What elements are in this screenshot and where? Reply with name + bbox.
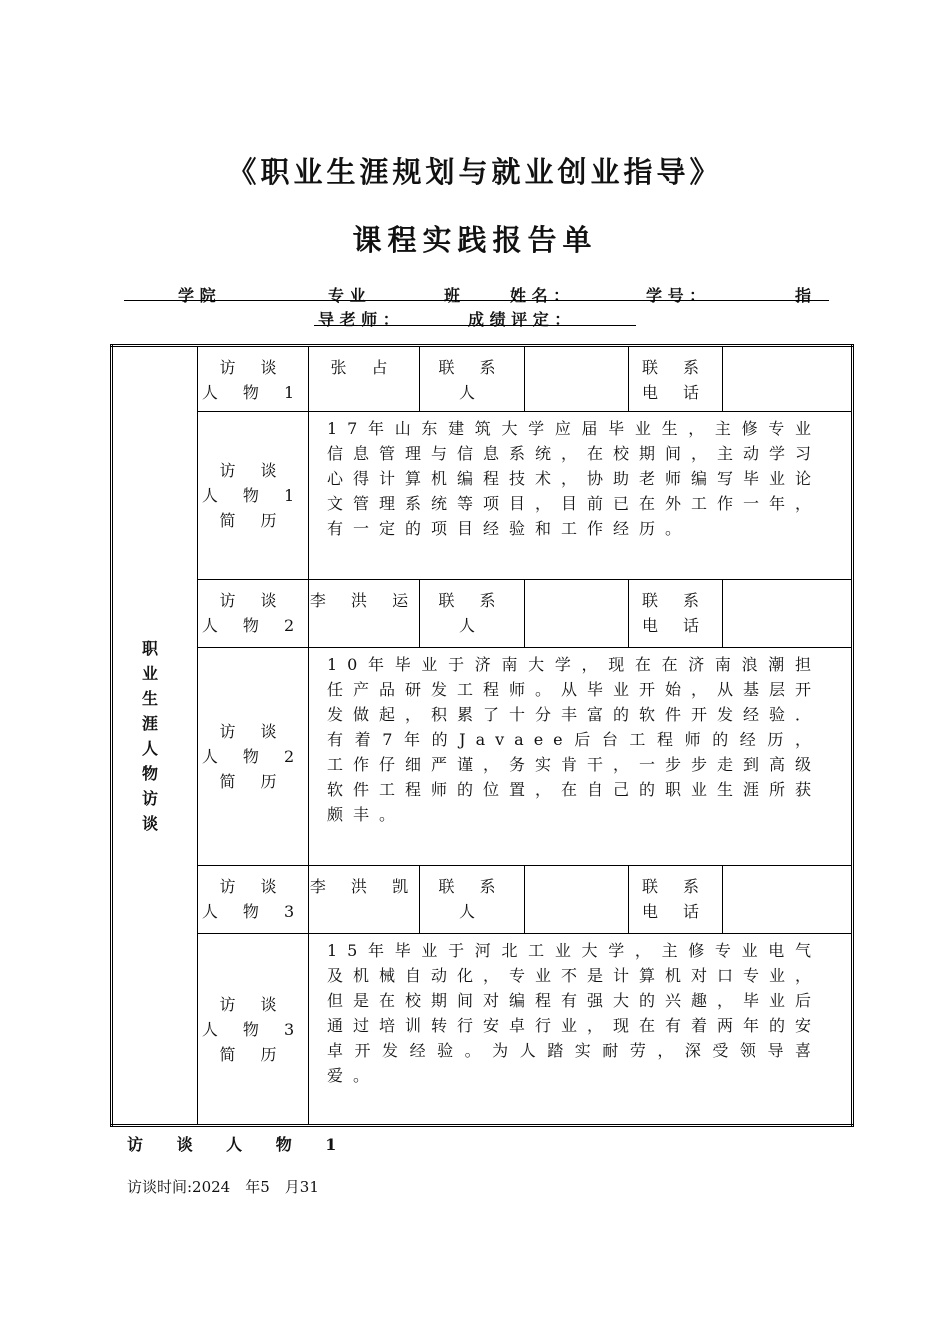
header-advisor-part1: 指 <box>795 286 812 305</box>
interviewee-2-name: 李 洪 运 <box>309 580 420 648</box>
header-grade: 成 绩 评 定 ： <box>468 310 571 329</box>
document-subtitle: 课程实践报告单 <box>352 223 598 257</box>
header-underline-1 <box>124 300 829 301</box>
side-label: 职 业 生 涯 人 物 访 谈 <box>112 346 198 1126</box>
interviewee-2-phone-label: 联 系 电 话 <box>629 580 723 648</box>
interviewee-2-bio: 10年毕业于济南大学，现在在济南浪潮担任产品研发工程师。从毕业开始，从基层开发做起，积累了十分丰富的软件开发经验．有着7年的Javaee后台工程师的经历，工作仔细严谨，务实肯干，一步步走到高级软件工程师的位置，在自己的职业生涯所获颇丰。 <box>309 648 853 866</box>
interviewee-1-contact-value <box>525 346 629 412</box>
header-major: 专 业 <box>328 286 366 305</box>
interviewee-1-bio: 17年山东建筑大学应届毕业生，主修专业信息管理与信息系统，在校期间，主动学习心得计算机编程技术，协助老师编写毕业论文管理系统等项目，目前已在外工作一年，有一定的项目经验和工作经历。 <box>309 412 853 580</box>
interviewee-1-bio-label: 访 谈 人 物 1 简 历 <box>198 412 309 580</box>
header-student-id: 学 号 ： <box>646 286 706 305</box>
interviewee-2-bio-label: 访 谈 人 物 2 简 历 <box>198 648 309 866</box>
interview-table <box>110 344 854 1127</box>
interviewee-2-contact-label: 联 系 人 <box>420 580 525 648</box>
interview-time: 访谈时间:2024 年5 月31 <box>127 1178 319 1196</box>
header-class: 班 <box>444 286 461 305</box>
header-advisor-part2: 导 老 师 ： <box>318 310 399 329</box>
interviewee-1-phone-label: 联 系 电 话 <box>629 346 723 412</box>
interviewee-3-phone-value <box>723 866 853 934</box>
interviewee-2-label: 访 谈 人 物 2 <box>198 580 309 648</box>
interviewee-1-contact-label: 联 系 人 <box>420 346 525 412</box>
interviewee-3-phone-label: 联 系 电 话 <box>629 866 723 934</box>
header-name: 姓 名 ： <box>510 286 570 305</box>
interviewee-3-bio-label: 访 谈 人 物 3 简 历 <box>198 934 309 1126</box>
interviewee-3-contact-value <box>525 866 629 934</box>
header-college: 学 院 <box>178 286 216 305</box>
interviewee-2-phone-value <box>723 580 853 648</box>
header-underline-2 <box>314 325 636 326</box>
document-title: 《职业生涯规划与就业创业指导》 <box>227 155 723 189</box>
interviewee-1-name: 张 占 <box>309 346 420 412</box>
section-heading: 访 谈 人 物 1 <box>127 1135 351 1154</box>
interviewee-3-bio: 15年毕业于河北工业大学，主修专业电气及机械自动化，专业不是计算机对口专业，但是在校期间对编程有强大的兴趣，毕业后通过培训转行安卓行业，现在有着两年的安卓开发经验。为人踏实耐劳，深受领导喜爱。 <box>309 934 853 1126</box>
interviewee-1-label: 访 谈 人 物 1 <box>198 346 309 412</box>
interviewee-1-phone-value <box>723 346 853 412</box>
interviewee-3-name: 李 洪 凯 <box>309 866 420 934</box>
interviewee-2-contact-value <box>525 580 629 648</box>
interviewee-3-contact-label: 联 系 人 <box>420 866 525 934</box>
interviewee-3-label: 访 谈 人 物 3 <box>198 866 309 934</box>
